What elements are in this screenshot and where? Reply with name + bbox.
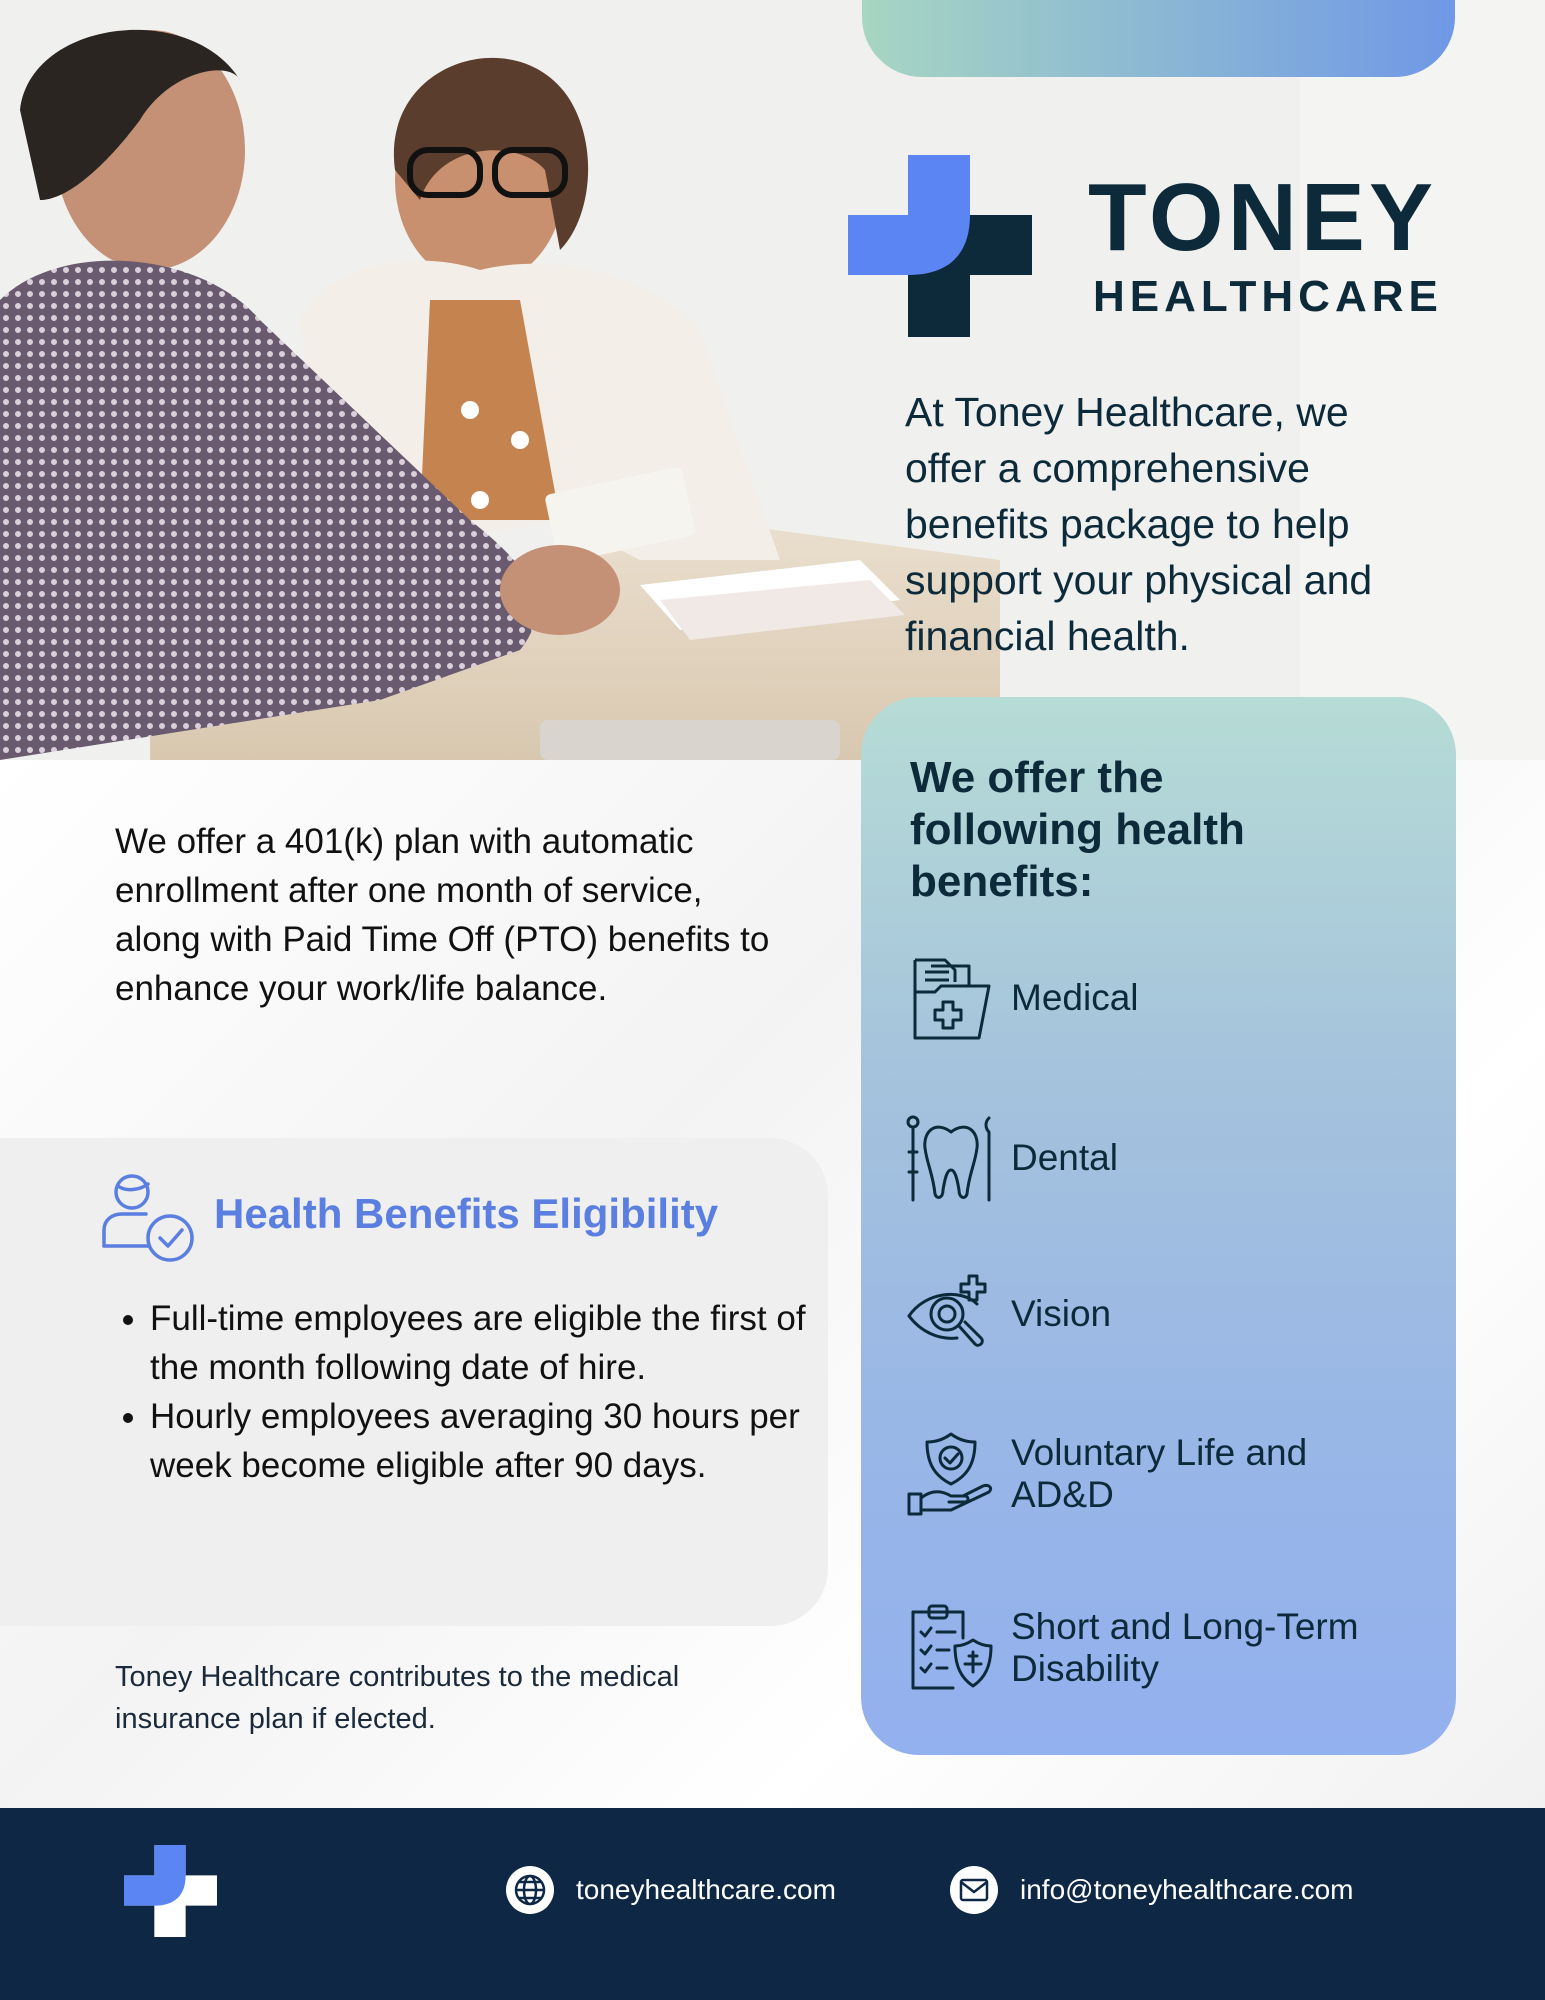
- person-check-icon: [100, 1168, 200, 1264]
- benefit-label: Short and Long-Term Disability: [1011, 1606, 1359, 1689]
- benefit-vision: [905, 1268, 1411, 1360]
- benefit-disability: [905, 1602, 1411, 1694]
- brand-name: TONEY: [1088, 164, 1437, 271]
- email-link[interactable]: info@toneyhealthcare.com: [1020, 1874, 1354, 1905]
- list-item: • Hourly employees averaging 30 hours per week become eligible after 90 days.: [150, 1392, 810, 1490]
- toney-logo-cross-icon: [848, 155, 1034, 337]
- benefit-label: Dental: [1011, 1137, 1118, 1178]
- benefit-label: Vision: [1011, 1293, 1112, 1334]
- benefit-label: Medical: [1011, 977, 1139, 1018]
- tooth-icon: [905, 1112, 997, 1204]
- retirement-plan-text: We offer a 401(k) plan with automatic enrollment after one month of service, along with Paid Time Off (PTO) benefits to enhance your work/life balance.: [115, 822, 770, 1008]
- envelope-icon: [950, 1866, 998, 1914]
- benefit-label: Voluntary Life and AD&D: [1011, 1432, 1308, 1515]
- eligibility-list: [110, 1294, 810, 1490]
- eye-icon: [905, 1268, 997, 1360]
- top-accent-pill: [862, 0, 1455, 77]
- contribution-text: Toney Healthcare contributes to the medical insurance plan if elected.: [115, 1661, 680, 1735]
- benefits-title: We offer the following health benefits:: [910, 753, 1245, 906]
- brand-subtitle: HEALTHCARE: [1093, 272, 1443, 321]
- benefit-dental: [905, 1112, 1411, 1204]
- shield-hand-icon: [905, 1428, 997, 1520]
- website-link[interactable]: toneyhealthcare.com: [576, 1874, 836, 1905]
- clipboard-shield-icon: [905, 1602, 997, 1694]
- intro-text: At Toney Healthcare, we offer a comprehensive benefits package to help support your physical and financial health.: [905, 389, 1373, 659]
- eligibility-title: Health Benefits Eligibility: [214, 1190, 719, 1237]
- list-item: • Full-time employees are eligible the first of the month following date of hire.: [150, 1294, 810, 1392]
- email-contact[interactable]: [950, 1866, 1354, 1914]
- website-contact[interactable]: [506, 1866, 836, 1914]
- footer-logo-icon: [124, 1845, 218, 1937]
- globe-icon: [506, 1866, 554, 1914]
- medical-folder-icon: [905, 952, 997, 1044]
- benefit-medical: [905, 952, 1411, 1044]
- benefit-life: [905, 1428, 1411, 1520]
